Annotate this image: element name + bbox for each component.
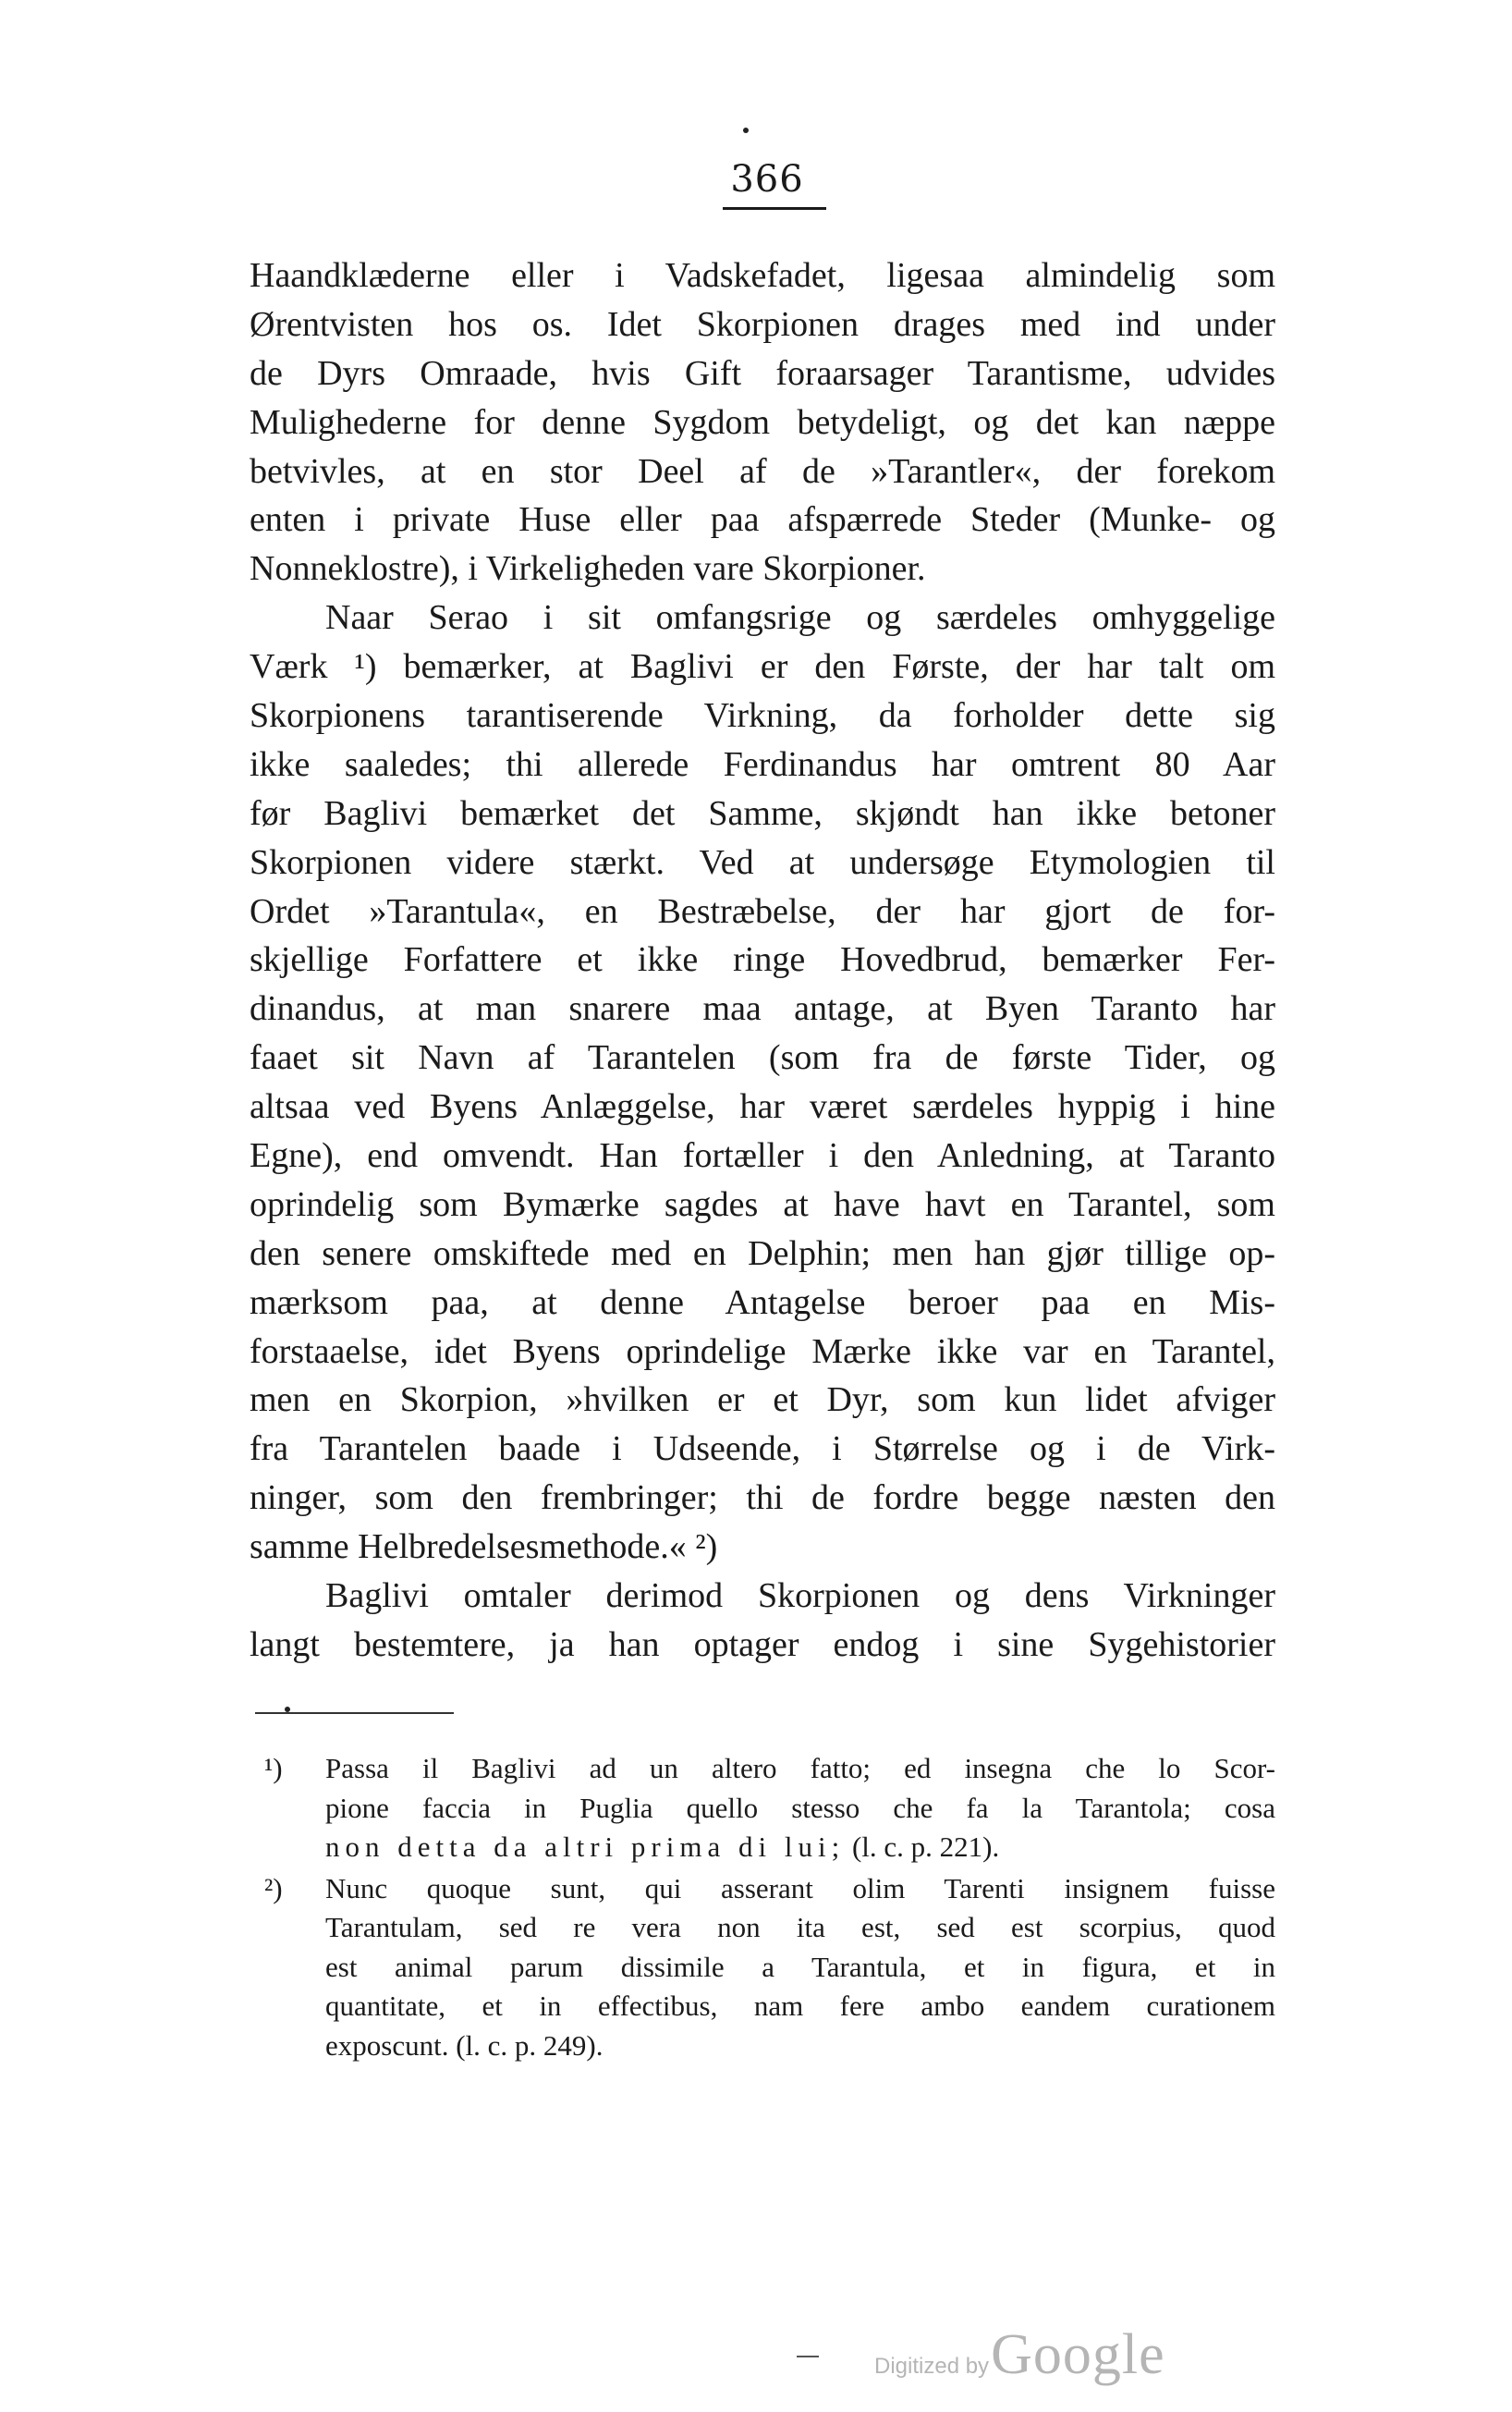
footnote-line: [250, 1948, 1275, 1988]
text-line: de Dyrs Omraade, hvis Gift foraarsager Tarantisme, udvides: [250, 353, 1275, 393]
footnote-text: Passa il Baglivi ad un altero fatto; ed insegna che lo Scor-: [325, 1752, 1275, 1784]
print-speck: [743, 128, 749, 133]
footnote: [250, 1869, 1275, 2066]
text-line: før Baglivi bemærket det Samme, skjøndt han ikke betoner: [250, 793, 1275, 833]
page-number-underline: [723, 207, 826, 210]
text-line: altsaa ved Byens Anlæggelse, har været særdeles hyppig i hine: [250, 1087, 1275, 1127]
text-line: langt bestemtere, ja han optager endog i sine Sygehistorier: [250, 1624, 1275, 1664]
text-line: Egne), end omvendt. Han fortæller i den Anledning, at Taranto: [250, 1136, 1275, 1176]
footnotes: [250, 1749, 1275, 2065]
footnote: [250, 1749, 1275, 1867]
footnote-line: [250, 1869, 1275, 1909]
footnote-separator: [255, 1712, 454, 1714]
print-speck: [285, 1707, 290, 1712]
text-line: faaet sit Navn af Tarantelen (som fra de første Tider, og: [250, 1038, 1275, 1078]
text-line: mærksom paa, at denne Antagelse beroer paa en Mis-: [250, 1282, 1275, 1322]
text-line: ninger, som den frembringer; thi de fordre begge næsten den: [250, 1478, 1275, 1518]
text-line: dinandus, at man snarere maa antage, at Byen Taranto har: [250, 989, 1275, 1029]
watermark-logo-text: Google: [991, 2323, 1165, 2386]
footnote-line: [250, 1789, 1275, 1829]
footnote-text: est animal parum dissimile a Tarantula, et in figura, et in: [325, 1950, 1275, 1983]
footnote-spaced-text: non detta da altri prima di lui;: [325, 1830, 846, 1863]
footnote-text: Nunc quoque sunt, qui asserant olim Tarenti insignem fuisse: [325, 1871, 1275, 1904]
footnote-line: [250, 2026, 1275, 2066]
footnote-text: pione faccia in Puglia quello stesso che fa la Tarantola; cosa: [325, 1791, 1275, 1824]
text-line: Ordet »Tarantula«, en Bestræbelse, der har gjort de for-: [250, 891, 1275, 931]
text-line: oprindelig som Bymærke sagdes at have havt en Tarantel, som: [250, 1184, 1275, 1224]
footnote-text: quantitate, et in effectibus, nam fere ambo eandem curationem: [325, 1990, 1275, 2022]
footnote-text: exposcunt. (l. c. p. 249).: [325, 2028, 604, 2062]
body-text: [250, 251, 1275, 1670]
google-watermark: [874, 2322, 1165, 2388]
text-line: ikke saaledes; thi allerede Ferdinandus har omtrent 80 Aar: [250, 744, 1275, 784]
text-line: samme Helbredelsesmethode.« ²): [250, 1527, 718, 1567]
footnote-line: [250, 1749, 1275, 1789]
text-line: enten i private Huse eller paa afspærrede Steder (Munke- og: [250, 500, 1275, 540]
footnote-line: [250, 1828, 1275, 1867]
text-line: den senere omskiftede med en Delphin; men han gjør tillige op-: [250, 1233, 1275, 1273]
text-line: Baglivi omtaler derimod Skorpionen og dens Virkninger: [325, 1576, 1275, 1616]
text-line: Haandklæderne eller i Vadskefadet, ligesaa almindelig som: [250, 256, 1275, 295]
text-line: skjellige Forfattere et ikke ringe Hovedbrud, bemærker Fer-: [250, 940, 1275, 980]
text-line: forstaaelse, idet Byens oprindelige Mærke ikke var en Tarantel,: [250, 1331, 1275, 1371]
text-line: fra Tarantelen baade i Udseende, i Størrelse og i de Virk-: [250, 1429, 1275, 1469]
print-dash: [797, 2356, 819, 2357]
text-line: Nonneklostre), i Virkeligheden vare Skorpioner.: [250, 549, 926, 589]
text-line: betvivles, at en stor Deel af de »Tarantler«, der forekom: [250, 451, 1275, 491]
text-line: Skorpionens tarantiserende Virkning, da forholder dette sig: [250, 696, 1275, 736]
text-line: Værk ¹) bemærker, at Baglivi er den Første, der har talt om: [250, 647, 1275, 687]
text-line: Naar Serao i sit omfangsrige og særdeles omhyggelige: [325, 598, 1275, 638]
text-line: Ørentvisten hos os. Idet Skorpionen drages med ind under: [250, 304, 1275, 344]
footnote-text: (l. c. p. 221).: [845, 1830, 1000, 1863]
text-line: men en Skorpion, »hvilken er et Dyr, som kun lidet afviger: [250, 1380, 1275, 1420]
footnote-text: Tarantulam, sed re vera non ita est, sed est scorpius, quod: [325, 1911, 1275, 1943]
text-line: Skorpionen videre stærkt. Ved at undersøge Etymologien til: [250, 842, 1275, 882]
page-number: 366: [730, 158, 804, 201]
footnote-line: [250, 1908, 1275, 1948]
footnote-line: [250, 1987, 1275, 2026]
footnote-marker: ²): [264, 1871, 283, 1904]
watermark-small-text: Digitized by: [874, 2354, 990, 2379]
text-line: Mulighederne for denne Sygdom betydeligt, og det kan næppe: [250, 402, 1275, 442]
footnote-marker: ¹): [264, 1752, 283, 1784]
